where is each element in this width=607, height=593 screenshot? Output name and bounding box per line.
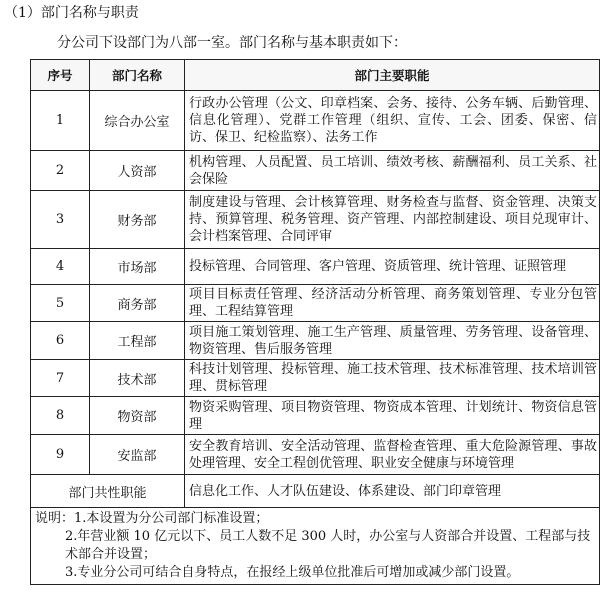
table-row	[31, 435, 600, 475]
department-name: 人资部	[90, 151, 185, 191]
common-duties-text: 信息化工作、人才队伍建设、体系建设、部门印章管理	[185, 475, 600, 508]
table-row	[31, 151, 600, 191]
row-number: 3	[31, 191, 90, 249]
department-duties: 安全教育培训、安全活动管理、监督检查管理、重大危险源管理、事故处理管理、安全工程创优管理、职业安全健康与环境管理	[185, 435, 600, 475]
row-number: 1	[31, 91, 90, 151]
table-row	[31, 360, 600, 397]
header-department: 部门名称	[90, 60, 185, 91]
table-row	[31, 249, 600, 285]
common-duties-row	[31, 475, 600, 508]
header-number: 序号	[31, 60, 90, 91]
row-number: 5	[31, 285, 90, 322]
department-name: 市场部	[90, 249, 185, 285]
note-line-1: 说明：1.本设置为分公司部门标准设置；	[35, 511, 269, 526]
table-header-row	[31, 60, 600, 91]
row-number: 9	[31, 435, 90, 475]
header-duties: 部门主要职能	[185, 60, 600, 91]
department-name: 综合办公室	[90, 91, 185, 151]
row-number: 6	[31, 322, 90, 360]
department-duties: 投标管理、合同管理、客户管理、资质管理、统计管理、证照管理	[185, 249, 600, 285]
section-heading: （1）部门名称与职责	[4, 5, 139, 21]
department-name: 商务部	[90, 285, 185, 322]
department-table	[30, 59, 600, 585]
table-row	[31, 397, 600, 435]
department-name: 财务部	[90, 191, 185, 249]
table-row	[31, 191, 600, 249]
note-line-2: 2.年营业额 10 亿元以下、员工人数不足 300 人时，办公室与人资部合并设置、工程部与技术部合并设置；	[65, 529, 591, 562]
department-name: 工程部	[90, 322, 185, 360]
department-duties: 行政办公管理（公文、印章档案、会务、接待、公务车辆、后勤管理、信息化管理）、党群工作管理（组织、宣传、工会、团委、保密、信访、保卫、纪检监察）、法务工作	[185, 91, 600, 151]
intro-paragraph: 分公司下设部门为八部一室。部门名称与基本职责如下：	[57, 35, 407, 51]
common-duties-label: 部门共性职能	[31, 475, 185, 508]
row-number: 2	[31, 151, 90, 191]
table-row	[31, 91, 600, 151]
row-number: 7	[31, 360, 90, 397]
notes-cell	[31, 508, 600, 585]
table-row	[31, 285, 600, 322]
table-row	[31, 322, 600, 360]
department-name: 安监部	[90, 435, 185, 475]
department-duties: 物资采购管理、项目物资管理、物资成本管理、计划统计、物资信息管理	[185, 397, 600, 435]
row-number: 4	[31, 249, 90, 285]
department-duties: 机构管理、人员配置、员工培训、绩效考核、薪酬福利、员工关系、社会保险	[185, 151, 600, 191]
row-number: 8	[31, 397, 90, 435]
department-name: 技术部	[90, 360, 185, 397]
department-duties: 项目施工策划管理、施工生产管理、质量管理、劳务管理、设备管理、物资管理、售后服务管理	[185, 322, 600, 360]
department-duties: 科技计划管理、投标管理、施工技术管理、技术标准管理、技术培训管理、贯标管理	[185, 360, 600, 397]
department-duties: 项目目标责任管理、经济活动分析管理、商务策划管理、专业分包管理、工程结算管理	[185, 285, 600, 322]
department-name: 物资部	[90, 397, 185, 435]
department-duties: 制度建设与管理、会计核算管理、财务检查与监督、资金管理、决策支持、预算管理、税务管理、资产管理、内部控制建设、项目兑现审计、会计档案管理、合同评审	[185, 191, 600, 249]
notes-row	[31, 508, 600, 585]
note-line-3: 3.专业分公司可结合自身特点，在报经上级单位批准后可增加或减少部门设置。	[65, 565, 520, 580]
